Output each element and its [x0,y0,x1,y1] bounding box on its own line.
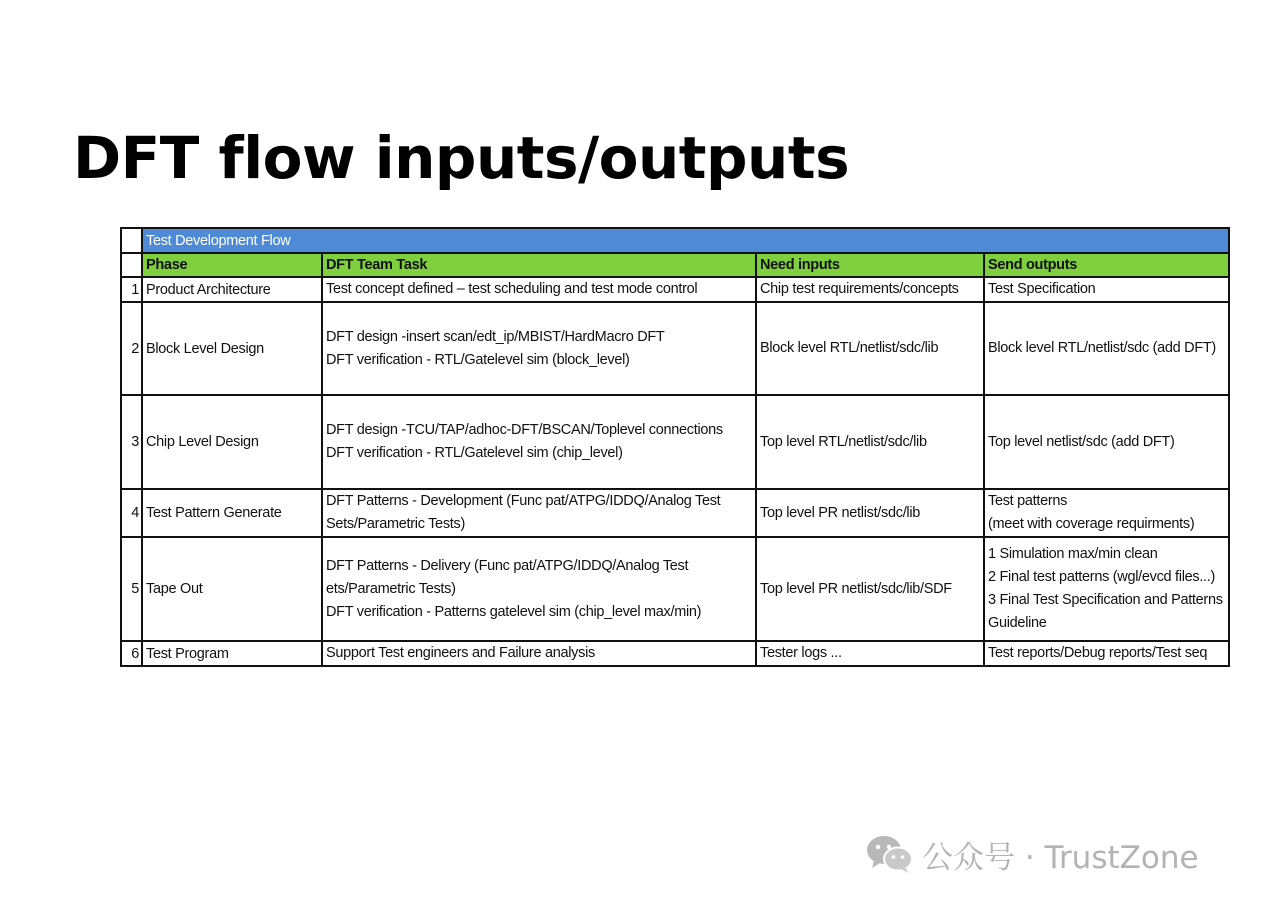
inputs-cell [756,537,984,641]
outputs-line: Test reports/Debug reports/Test seq [988,645,1208,661]
inputs-line: Chip test requirements/concepts [760,281,959,297]
task-line: DFT design -insert scan/edt_ip/MBIST/HardMacro DFT [326,328,665,345]
task-cell [322,641,756,666]
corner-cell [121,253,142,277]
inputs-line: Block level RTL/netlist/sdc/lib [760,340,939,356]
row-number: 4 [121,489,142,537]
row-number: 6 [121,641,142,666]
slide-title: DFT flow inputs/outputs [73,124,850,192]
inputs-line: Top level PR netlist/sdc/lib [760,504,921,521]
wechat-icon [866,834,914,874]
task-cell [322,489,756,537]
task-line: DFT verification - Patterns gatelevel sim (chip_level max/min) [326,603,702,620]
outputs-line: 2 Final test patterns (wgl/evcd files...) [988,569,1216,585]
outputs-cell [984,537,1229,641]
outputs-cell [984,277,1229,302]
task-cell [322,277,756,302]
outputs-line: Test patterns [988,493,1068,509]
task-line: DFT verification - RTL/Gatelevel sim (block_level) [326,351,630,368]
outputs-cell [984,641,1229,666]
phase-cell: Block Level Design [142,302,322,395]
outputs-line: (meet with coverage requirments) [988,516,1195,532]
outputs-line: 1 Simulation max/min clean [988,546,1158,562]
outputs-cell [984,395,1229,489]
phase-cell: Product Architecture [142,277,322,302]
phase-cell: Tape Out [142,537,322,641]
inputs-cell [756,395,984,489]
table-row [121,395,1229,489]
task-line: Support Test engineers and Failure analysis [326,645,595,661]
task-cell [322,302,756,395]
outputs-cell [984,302,1229,395]
row-number: 2 [121,302,142,395]
outputs-line: 3 Final Test Specification and Patterns [988,592,1223,608]
column-header-outputs: Send outputs [984,253,1229,277]
phase-cell: Test Pattern Generate [142,489,322,537]
task-line: Sets/Parametric Tests) [326,516,465,532]
task-cell [322,537,756,641]
watermark [866,834,1199,874]
table-row [121,537,1229,641]
task-line: ets/Parametric Tests) [326,580,456,597]
inputs-cell [756,641,984,666]
task-line: DFT Patterns - Delivery (Func pat/ATPG/IDDQ/Analog Test [326,557,689,574]
column-header-phase: Phase [142,253,322,277]
table-banner: Test Development Flow [142,228,1229,253]
outputs-line: Top level netlist/sdc (add DFT) [988,433,1175,450]
task-line: DFT verification - RTL/Gatelevel sim (chip_level) [326,445,623,461]
inputs-line: Tester logs ... [760,645,842,661]
inputs-cell [756,302,984,395]
task-line: DFT Patterns - Development (Func pat/ATPG/IDDQ/Analog Test [326,493,721,509]
phase-cell: Chip Level Design [142,395,322,489]
inputs-line: Top level RTL/netlist/sdc/lib [760,433,927,450]
corner-cell [121,228,142,253]
outputs-line: Block level RTL/netlist/sdc (add DFT) [988,340,1216,356]
table-row [121,302,1229,395]
table-row [121,641,1229,666]
task-line: DFT design -TCU/TAP/adhoc-DFT/BSCAN/Toplevel connections [326,422,723,438]
dft-flow-table [120,227,1230,667]
outputs-line: Guideline [988,615,1047,631]
row-number: 3 [121,395,142,489]
watermark-text: 公众号 · TrustZone [922,839,1199,876]
task-line: Test concept defined – test scheduling and test mode control [326,281,698,297]
row-number: 1 [121,277,142,302]
inputs-cell [756,489,984,537]
table-row [121,489,1229,537]
table-row [121,277,1229,302]
column-header-task: DFT Team Task [322,253,756,277]
phase-cell: Test Program [142,641,322,666]
row-number: 5 [121,537,142,641]
task-cell [322,395,756,489]
column-header-inputs: Need inputs [756,253,984,277]
test-development-flow-table [120,227,1230,667]
inputs-cell [756,277,984,302]
outputs-cell [984,489,1229,537]
outputs-line: Test Specification [988,281,1096,297]
inputs-line: Top level PR netlist/sdc/lib/SDF [760,580,952,597]
